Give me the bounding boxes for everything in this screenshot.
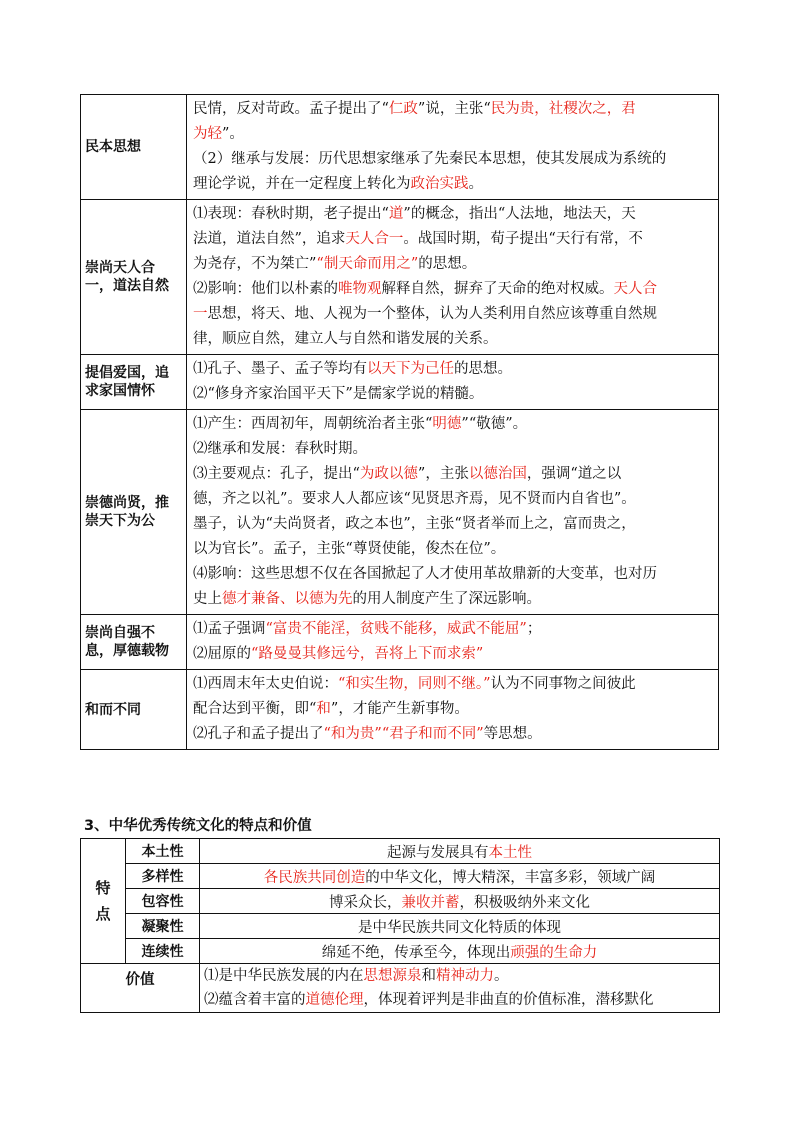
text-span: ⑶主要观点：孔子，提出“ [193, 466, 360, 482]
highlight-text: 以德治国 [468, 466, 527, 482]
highlight-text: 本土性 [488, 844, 532, 861]
table-row [81, 410, 719, 615]
text-span: 和 [421, 968, 436, 984]
highlight-text: 明德 [432, 416, 462, 432]
text-span: 。 [494, 968, 509, 984]
text-span: 思想，将天、地、人视为一个整体，认为人类利用自然应该尊重自然规 [207, 306, 657, 322]
text-span: ⑴表现：春秋时期，老子提出“ [193, 206, 389, 222]
highlight-text: 天人合 [613, 281, 657, 297]
highlight-text: “和为贵”“君子和而不同” [323, 726, 484, 742]
text-span: ⑴孔子、墨子、孟子等均有 [193, 361, 367, 377]
row-label: 崇尚自强不息，厚德载物 [81, 615, 187, 670]
row-content [187, 95, 719, 200]
text-span: 民情，反对苛政。孟子提出了“ [193, 101, 389, 117]
content-line [193, 202, 712, 227]
text-span: ⑵影响：他们以朴素的 [193, 281, 338, 297]
culture-features-table [80, 838, 720, 1013]
value-content [200, 964, 720, 1013]
text-span: 理论学说，并在一定程度上转化为 [193, 176, 411, 192]
highlight-text: 以天下为己任 [367, 361, 454, 377]
text-span: 律，顺应自然，建立人与自然和谐发展的关系。 [193, 331, 498, 347]
row-label: 崇尚天人合一，道法自然 [81, 200, 187, 355]
feature-desc [200, 914, 720, 939]
text-span: ”的概念，指出“人法地，地法天，天 [403, 206, 636, 222]
highlight-text: 兼收并蓄 [401, 894, 460, 911]
feature-name: 包容性 [126, 889, 200, 914]
row-content [187, 615, 719, 670]
highlight-text: 仁政 [388, 101, 418, 117]
text-span: 史上 [193, 591, 222, 607]
highlight-text: 一 [193, 306, 208, 322]
content-line [193, 327, 712, 352]
text-span: ⑴是中华民族发展的内在 [204, 968, 364, 984]
content-line [193, 122, 712, 147]
text-span: 绵延不绝，传承至今，体现出 [321, 944, 511, 961]
content-line [193, 227, 712, 252]
text-span: 。战国时期，荀子提出“天行有常，不 [403, 231, 643, 247]
text-span: 以为官长”。孟子，主张“尊贤使能，俊杰在位”。 [193, 541, 506, 557]
text-span: ⑴西周末年太史伯说： [193, 676, 338, 692]
feature-name: 本土性 [126, 839, 200, 864]
text-span: 配合达到平衡，即“ [193, 701, 317, 717]
feature-desc [200, 889, 720, 914]
text-span: ”，主张 [417, 466, 469, 482]
feature-row [81, 864, 720, 889]
highlight-text: 各民族共同创造 [263, 869, 366, 886]
text-span: 认为不同事物之间彼此 [490, 676, 636, 692]
text-span: ⑵孔子和孟子提出了 [193, 726, 324, 742]
row-content [187, 355, 719, 410]
features-group-label [81, 839, 126, 964]
group-label-text: 特点 [95, 879, 111, 923]
text-span: 的中华文化，博大精深，丰富多彩，领域广阔 [365, 869, 656, 886]
feature-name: 连续性 [126, 939, 200, 964]
text-span: ⑴孟子强调 [193, 621, 266, 637]
text-span: ”“敬德”。 [461, 416, 528, 432]
feature-row [81, 889, 720, 914]
section-heading: 3、中华优秀传统文化的特点和价值 [84, 818, 312, 834]
feature-name: 凝聚性 [126, 914, 200, 939]
table-row [81, 670, 719, 750]
text-span: 的思想。 [418, 256, 477, 272]
highlight-text: 天人合一 [345, 231, 404, 247]
text-span: 博采众长， [329, 894, 402, 911]
table-row [81, 95, 719, 200]
feature-desc [200, 939, 720, 964]
content-line [193, 437, 712, 462]
text-span: ⑵蕴含着丰富的 [204, 992, 306, 1008]
text-span: ⑷影响：这些思想不仅在各国掀起了人才使用革故鼎新的大变革，也对历 [193, 566, 657, 582]
content-line [193, 147, 712, 172]
value-label: 价值 [81, 964, 200, 1013]
content-line [193, 697, 712, 722]
content-line [193, 97, 712, 122]
content-line [193, 172, 712, 197]
content-line [193, 357, 712, 382]
text-span: 德，齐之以礼”。要求人人都应该“见贤思齐焉，见不贤而内自省也”。 [193, 491, 636, 507]
text-span: 的思想。 [454, 361, 512, 377]
text-span: ⑵屈原的 [193, 646, 251, 662]
text-span: ，强调“道之以 [526, 466, 622, 482]
text-span: ⑵“修身齐家治国平天下”是儒家学说的精髓。 [193, 386, 484, 402]
highlight-text: 为政以德 [359, 466, 418, 482]
highlight-text: 政治实践 [410, 176, 469, 192]
text-span: 为尧存，不为桀亡” [193, 256, 317, 272]
text-span: 起源与发展具有 [387, 844, 489, 861]
content-line [193, 562, 712, 587]
text-span: ，体现着评判是非曲直的价值标准，潜移默化 [363, 992, 654, 1008]
text-span: 等思想。 [483, 726, 542, 742]
text-span: ”，才能产生新事物。 [330, 701, 469, 717]
content-line [193, 512, 712, 537]
text-span: 墨子，认为“夫尚贤者，政之本也”，主张“贤者举而上之，富而贵之， [193, 516, 636, 532]
content-line [193, 277, 712, 302]
highlight-text: “富贵不能淫，贫贱不能移，威武不能屈” [265, 621, 527, 637]
text-span: ⑴产生：西周初年，周朝统治者主张“ [193, 416, 433, 432]
feature-desc [200, 839, 720, 864]
highlight-text: 和 [316, 701, 331, 717]
content-line [193, 587, 712, 612]
text-span: 法道，道法自然”，追求 [193, 231, 346, 247]
row-label: 和而不同 [81, 670, 187, 750]
content-line [193, 462, 712, 487]
content-line [204, 964, 715, 988]
text-span: ⑵继承和发展：春秋时期。 [193, 441, 367, 457]
row-content [187, 670, 719, 750]
highlight-text: 道 [388, 206, 404, 222]
highlight-text: 民为贵，社稷次之，君 [490, 101, 636, 117]
highlight-text: 精神动力 [436, 968, 494, 984]
table-row [81, 200, 719, 355]
text-span: （2）继承与发展：历代思想家继承了先秦民本思想，使其发展成为系统的 [193, 151, 667, 167]
content-line [193, 722, 712, 747]
content-line [193, 252, 712, 277]
content-line [193, 642, 712, 667]
content-line [204, 988, 715, 1012]
content-line [193, 487, 712, 512]
content-line [193, 672, 712, 697]
feature-row [81, 914, 720, 939]
table-row [81, 615, 719, 670]
text-span: 的用人制度产生了深远影响。 [352, 591, 541, 607]
feature-desc [200, 864, 720, 889]
text-span: ，积极吸纳外来文化 [459, 894, 590, 911]
highlight-text: “路曼曼其修远兮，吾将上下而求索” [251, 646, 484, 662]
highlight-text: 顽强的生命力 [510, 944, 598, 961]
value-row [81, 964, 720, 1013]
feature-row [81, 839, 720, 864]
highlight-text: 德才兼备、以德为先 [222, 591, 353, 607]
row-label: 提倡爱国，追求家国情怀 [81, 355, 187, 410]
content-line [193, 302, 712, 327]
highlight-text: 为轻 [193, 126, 222, 142]
highlight-text: “制天命而用之” [316, 256, 419, 272]
text-span: ”。 [222, 126, 244, 142]
feature-row [81, 939, 720, 964]
row-label: 崇德尚贤，推崇天下为公 [81, 410, 187, 615]
text-span: 解释自然，摒弃了天命的绝对权威。 [381, 281, 614, 297]
highlight-text: 思想源泉 [363, 968, 422, 984]
text-span: 。 [468, 176, 483, 192]
table-row [81, 355, 719, 410]
row-content [187, 200, 719, 355]
content-line [193, 382, 712, 407]
highlight-text: “和实生物，同则不继。” [338, 676, 491, 692]
highlight-text: 唯物观 [338, 281, 382, 297]
text-span: ”说，主张“ [417, 101, 491, 117]
text-span: ； [526, 621, 542, 637]
highlight-text: 道德伦理 [305, 992, 364, 1008]
text-span: 是中华民族共同文化特质的体现 [358, 919, 561, 936]
row-label: 民本思想 [81, 95, 187, 200]
culture-thoughts-table [80, 94, 719, 750]
row-content [187, 410, 719, 615]
content-line [193, 412, 712, 437]
content-line [193, 537, 712, 562]
feature-name: 多样性 [126, 864, 200, 889]
content-line [193, 617, 712, 642]
